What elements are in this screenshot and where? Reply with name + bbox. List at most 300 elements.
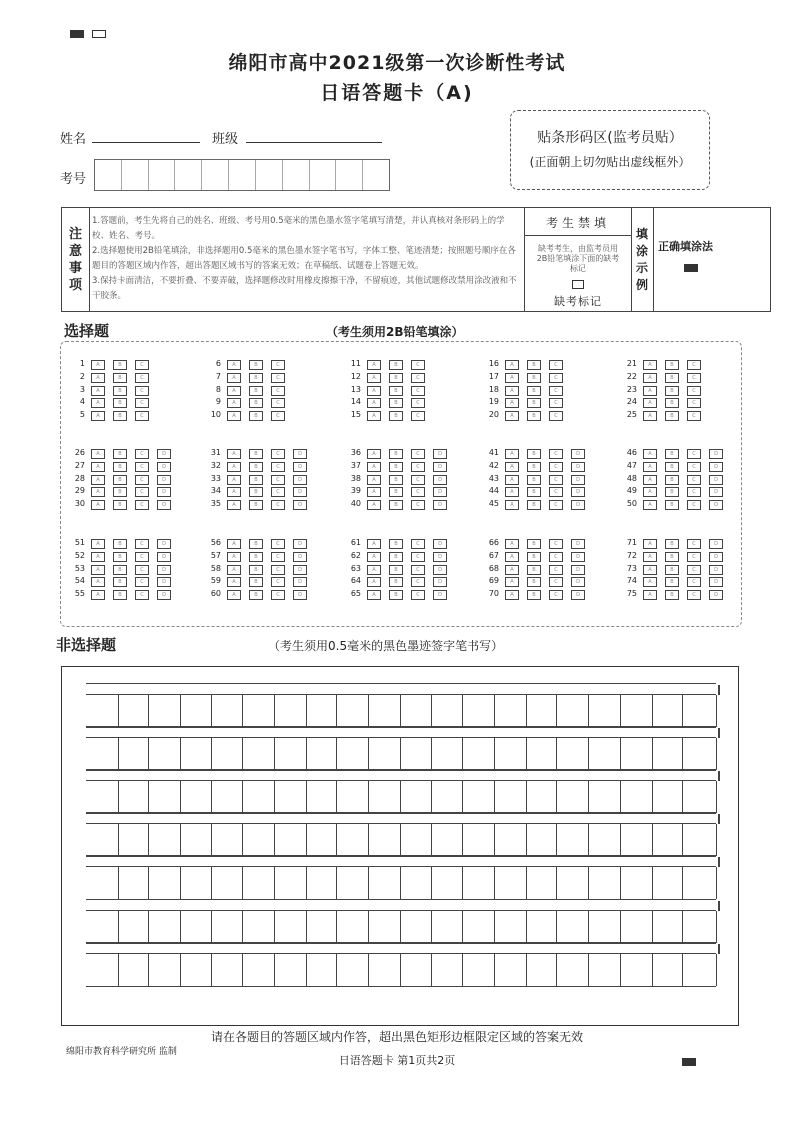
option-bubble-b[interactable]: B [389, 373, 403, 383]
option-bubble-b[interactable]: B [527, 411, 541, 421]
option-bubble-a[interactable]: A [367, 552, 381, 562]
writing-cell-divider [180, 738, 181, 770]
option-bubble-b[interactable]: B [249, 487, 263, 497]
option-bubble-d[interactable]: D [709, 539, 723, 549]
option-bubble-d[interactable]: D [433, 590, 447, 600]
option-bubble-b[interactable]: B [389, 411, 403, 421]
option-bubble-c[interactable]: C [135, 475, 149, 485]
option-bubble-c[interactable]: C [135, 386, 149, 396]
option-bubble-b[interactable]: B [527, 565, 541, 575]
option-bubble-a[interactable]: A [91, 552, 105, 562]
option-bubble-b[interactable]: B [665, 500, 679, 510]
option-bubble-b[interactable]: B [527, 462, 541, 472]
option-bubble-c[interactable]: C [549, 500, 563, 510]
option-bubble-b[interactable]: B [389, 449, 403, 459]
option-bubble-b[interactable]: B [113, 449, 127, 459]
option-bubble-a[interactable]: A [227, 565, 241, 575]
option-bubble-d[interactable]: D [293, 462, 307, 472]
option-bubble-c[interactable]: C [135, 590, 149, 600]
option-bubble-b[interactable]: B [249, 449, 263, 459]
option-bubble-a[interactable]: A [367, 487, 381, 497]
option-bubble-d[interactable]: D [571, 552, 585, 562]
option-bubble-b[interactable]: B [113, 590, 127, 600]
writing-cell-divider [716, 695, 717, 727]
writing-cell-divider [400, 911, 401, 943]
option-bubble-c[interactable]: C [687, 398, 701, 408]
writing-row[interactable] [86, 780, 716, 814]
option-bubble-c[interactable]: C [271, 590, 285, 600]
option-bubble-a[interactable]: A [643, 552, 657, 562]
option-bubble-a[interactable]: A [227, 552, 241, 562]
option-bubble-b[interactable]: B [113, 462, 127, 472]
option-bubble-c[interactable]: C [135, 411, 149, 421]
option-bubble-b[interactable]: B [249, 577, 263, 587]
option-bubble-a[interactable]: A [91, 475, 105, 485]
option-bubble-a[interactable]: A [505, 373, 519, 383]
option-bubble-d[interactable]: D [433, 449, 447, 459]
option-bubble-c[interactable]: C [411, 475, 425, 485]
option-bubble-a[interactable]: A [91, 398, 105, 408]
option-bubble-b[interactable]: B [113, 565, 127, 575]
option-bubble-b[interactable]: B [389, 360, 403, 370]
option-bubble-a[interactable]: A [367, 373, 381, 383]
option-bubble-b[interactable]: B [113, 398, 127, 408]
option-bubble-c[interactable]: C [687, 411, 701, 421]
option-bubble-c[interactable]: C [687, 539, 701, 549]
option-bubble-b[interactable]: B [665, 386, 679, 396]
option-bubble-b[interactable]: B [113, 360, 127, 370]
option-bubble-c[interactable]: C [411, 565, 425, 575]
option-bubble-a[interactable]: A [643, 360, 657, 370]
option-bubble-d[interactable]: D [293, 590, 307, 600]
option-bubble-a[interactable]: A [505, 475, 519, 485]
option-bubble-c[interactable]: C [549, 360, 563, 370]
writing-cell-divider [148, 695, 149, 727]
option-bubble-b[interactable]: B [527, 475, 541, 485]
option-bubble-a[interactable]: A [91, 577, 105, 587]
option-bubble-c[interactable]: C [135, 360, 149, 370]
option-bubble-d[interactable]: D [293, 500, 307, 510]
option-bubble-b[interactable]: B [665, 539, 679, 549]
option-bubble-d[interactable]: D [293, 577, 307, 587]
option-bubble-a[interactable]: A [227, 386, 241, 396]
option-bubble-c[interactable]: C [271, 565, 285, 575]
option-bubble-c[interactable]: C [271, 552, 285, 562]
option-bubble-a[interactable]: A [91, 590, 105, 600]
option-bubble-c[interactable]: C [411, 539, 425, 549]
option-bubble-a[interactable]: A [227, 539, 241, 549]
question-number: 23 [626, 384, 637, 394]
option-bubble-c[interactable]: C [687, 449, 701, 459]
option-bubble-c[interactable]: C [411, 360, 425, 370]
option-bubble-a[interactable]: A [643, 565, 657, 575]
option-bubble-b[interactable]: B [389, 487, 403, 497]
option-bubble-d[interactable]: D [433, 475, 447, 485]
option-bubble-c[interactable]: C [687, 475, 701, 485]
option-bubble-a[interactable]: A [91, 462, 105, 472]
option-bubble-b[interactable]: B [113, 386, 127, 396]
option-bubble-d[interactable]: D [571, 487, 585, 497]
option-bubble-b[interactable]: B [249, 411, 263, 421]
forbidden-zone [524, 208, 632, 311]
option-bubble-b[interactable]: B [389, 398, 403, 408]
option-bubble-b[interactable]: B [665, 373, 679, 383]
option-bubble-b[interactable]: B [249, 373, 263, 383]
option-bubble-b[interactable]: B [113, 577, 127, 587]
option-bubble-b[interactable]: B [113, 411, 127, 421]
option-bubble-d[interactable]: D [433, 577, 447, 587]
option-bubble-c[interactable]: C [411, 449, 425, 459]
option-bubble-c[interactable]: C [687, 373, 701, 383]
option-bubble-d[interactable]: D [433, 500, 447, 510]
option-bubble-b[interactable]: B [389, 565, 403, 575]
option-bubble-c[interactable]: C [411, 398, 425, 408]
option-bubble-c[interactable]: C [687, 500, 701, 510]
option-bubble-b[interactable]: B [527, 373, 541, 383]
option-bubble-b[interactable]: B [113, 487, 127, 497]
option-bubble-a[interactable]: A [643, 539, 657, 549]
option-bubble-d[interactable]: D [571, 500, 585, 510]
option-bubble-a[interactable]: A [643, 590, 657, 600]
option-bubble-d[interactable]: D [157, 577, 171, 587]
option-bubble-c[interactable]: C [135, 462, 149, 472]
option-bubble-a[interactable]: A [643, 449, 657, 459]
option-bubble-c[interactable]: C [135, 500, 149, 510]
option-bubble-a[interactable]: A [643, 577, 657, 587]
option-bubble-c[interactable]: C [271, 373, 285, 383]
option-bubble-c[interactable]: C [549, 552, 563, 562]
question-number: 69 [488, 576, 499, 586]
option-bubble-b[interactable]: B [665, 552, 679, 562]
option-bubble-a[interactable]: A [367, 449, 381, 459]
option-bubble-a[interactable]: A [643, 487, 657, 497]
option-bubble-d[interactable]: D [433, 487, 447, 497]
option-bubble-a[interactable]: A [367, 539, 381, 549]
option-bubble-a[interactable]: A [505, 565, 519, 575]
option-bubble-d[interactable]: D [571, 577, 585, 587]
option-bubble-c[interactable]: C [549, 590, 563, 600]
option-bubble-c[interactable]: C [687, 565, 701, 575]
writing-row[interactable] [86, 737, 716, 771]
option-bubble-d[interactable]: D [293, 449, 307, 459]
option-bubble-c[interactable]: C [411, 373, 425, 383]
writing-area[interactable] [61, 666, 739, 1026]
option-bubble-c[interactable]: C [549, 411, 563, 421]
option-bubble-c[interactable]: C [271, 475, 285, 485]
option-bubble-b[interactable]: B [249, 539, 263, 549]
option-bubble-c[interactable]: C [271, 398, 285, 408]
option-bubble-a[interactable]: A [227, 487, 241, 497]
option-bubble-a[interactable]: A [227, 462, 241, 472]
option-bubble-c[interactable]: C [271, 360, 285, 370]
option-bubble-b[interactable]: B [527, 500, 541, 510]
option-bubble-a[interactable]: A [91, 360, 105, 370]
option-bubble-b[interactable]: B [249, 590, 263, 600]
option-bubble-a[interactable]: A [505, 500, 519, 510]
option-bubble-c[interactable]: C [271, 577, 285, 587]
option-bubble-a[interactable]: A [505, 552, 519, 562]
option-bubble-a[interactable]: A [643, 373, 657, 383]
option-bubble-d[interactable]: D [571, 462, 585, 472]
option-bubble-a[interactable]: A [643, 398, 657, 408]
option-bubble-c[interactable]: C [271, 411, 285, 421]
writing-cell-divider [336, 695, 337, 727]
option-bubble-a[interactable]: A [643, 411, 657, 421]
option-bubble-a[interactable]: A [367, 386, 381, 396]
option-bubble-c[interactable]: C [411, 500, 425, 510]
option-bubble-c[interactable]: C [687, 386, 701, 396]
option-bubble-d[interactable]: D [157, 449, 171, 459]
option-bubble-b[interactable]: B [389, 577, 403, 587]
option-bubble-b[interactable]: B [249, 552, 263, 562]
option-bubble-b[interactable]: B [249, 475, 263, 485]
option-bubble-a[interactable]: A [227, 475, 241, 485]
option-bubble-d[interactable]: D [293, 552, 307, 562]
option-bubble-b[interactable]: B [527, 398, 541, 408]
option-bubble-c[interactable]: C [549, 475, 563, 485]
option-bubble-c[interactable]: C [549, 449, 563, 459]
option-bubble-d[interactable]: D [157, 565, 171, 575]
option-bubble-a[interactable]: A [643, 462, 657, 472]
option-bubble-c[interactable]: C [135, 577, 149, 587]
option-bubble-c[interactable]: C [271, 462, 285, 472]
option-bubble-d[interactable]: D [157, 500, 171, 510]
option-bubble-d[interactable]: D [157, 462, 171, 472]
option-bubble-c[interactable]: C [411, 487, 425, 497]
option-bubble-d[interactable]: D [293, 475, 307, 485]
option-bubble-b[interactable]: B [249, 500, 263, 510]
option-bubble-a[interactable]: A [367, 565, 381, 575]
writing-row[interactable] [86, 823, 716, 857]
absent-mark-box[interactable] [572, 280, 584, 289]
option-bubble-a[interactable]: A [643, 386, 657, 396]
option-bubble-a[interactable]: A [505, 590, 519, 600]
option-bubble-b[interactable]: B [249, 398, 263, 408]
name-field[interactable] [92, 142, 200, 143]
option-bubble-c[interactable]: C [549, 462, 563, 472]
option-bubble-c[interactable]: C [549, 565, 563, 575]
option-bubble-a[interactable]: A [367, 411, 381, 421]
option-bubble-c[interactable]: C [687, 590, 701, 600]
option-bubble-c[interactable]: C [135, 373, 149, 383]
option-bubble-b[interactable]: B [389, 462, 403, 472]
option-bubble-b[interactable]: B [527, 386, 541, 396]
option-bubble-d[interactable]: D [293, 539, 307, 549]
class-field[interactable] [246, 142, 382, 143]
option-bubble-a[interactable]: A [227, 577, 241, 587]
option-bubble-a[interactable]: A [367, 398, 381, 408]
option-bubble-d[interactable]: D [157, 539, 171, 549]
option-bubble-c[interactable]: C [411, 386, 425, 396]
option-bubble-d[interactable]: D [709, 500, 723, 510]
option-bubble-b[interactable]: B [527, 487, 541, 497]
option-bubble-c[interactable]: C [687, 360, 701, 370]
option-bubble-a[interactable]: A [367, 577, 381, 587]
option-bubble-d[interactable]: D [433, 539, 447, 549]
option-bubble-a[interactable]: A [367, 500, 381, 510]
option-bubble-a[interactable]: A [505, 539, 519, 549]
option-bubble-b[interactable]: B [113, 373, 127, 383]
option-bubble-d[interactable]: D [157, 475, 171, 485]
option-bubble-a[interactable]: A [227, 360, 241, 370]
option-bubble-d[interactable]: D [709, 475, 723, 485]
option-bubble-a[interactable]: A [227, 373, 241, 383]
option-bubble-d[interactable]: D [709, 565, 723, 575]
option-bubble-c[interactable]: C [411, 552, 425, 562]
option-bubble-b[interactable]: B [249, 462, 263, 472]
option-bubble-a[interactable]: A [227, 590, 241, 600]
option-bubble-c[interactable]: C [687, 487, 701, 497]
option-bubble-d[interactable]: D [709, 577, 723, 587]
option-bubble-c[interactable]: C [549, 577, 563, 587]
option-bubble-c[interactable]: C [271, 449, 285, 459]
option-bubble-b[interactable]: B [113, 475, 127, 485]
option-bubble-b[interactable]: B [527, 360, 541, 370]
option-bubble-b[interactable]: B [665, 449, 679, 459]
question-number: 67 [488, 550, 499, 560]
option-bubble-b[interactable]: B [113, 552, 127, 562]
option-bubble-d[interactable]: D [709, 590, 723, 600]
option-bubble-a[interactable]: A [505, 462, 519, 472]
option-bubble-a[interactable]: A [227, 449, 241, 459]
option-bubble-d[interactable]: D [157, 487, 171, 497]
option-bubble-b[interactable]: B [527, 577, 541, 587]
option-bubble-b[interactable]: B [665, 565, 679, 575]
option-bubble-d[interactable]: D [157, 590, 171, 600]
option-bubble-b[interactable]: B [113, 539, 127, 549]
option-bubble-c[interactable]: C [271, 539, 285, 549]
option-bubble-b[interactable]: B [249, 565, 263, 575]
option-bubble-b[interactable]: B [665, 590, 679, 600]
option-bubble-b[interactable]: B [527, 539, 541, 549]
option-bubble-c[interactable]: C [411, 411, 425, 421]
writing-row[interactable] [86, 953, 716, 987]
option-bubble-b[interactable]: B [665, 487, 679, 497]
option-bubble-b[interactable]: B [665, 411, 679, 421]
option-bubble-d[interactable]: D [433, 565, 447, 575]
option-bubble-d[interactable]: D [293, 565, 307, 575]
option-bubble-a[interactable]: A [367, 462, 381, 472]
option-bubble-a[interactable]: A [505, 386, 519, 396]
option-bubble-a[interactable]: A [227, 398, 241, 408]
option-bubble-c[interactable]: C [549, 487, 563, 497]
option-bubble-b[interactable]: B [389, 590, 403, 600]
option-bubble-a[interactable]: A [91, 565, 105, 575]
option-bubble-c[interactable]: C [135, 398, 149, 408]
option-bubble-c[interactable]: C [411, 577, 425, 587]
option-bubble-c[interactable]: C [271, 487, 285, 497]
option-bubble-a[interactable]: A [367, 590, 381, 600]
option-bubble-c[interactable]: C [135, 487, 149, 497]
guide-line [86, 855, 716, 856]
option-bubble-a[interactable]: A [505, 449, 519, 459]
option-bubble-c[interactable]: C [549, 386, 563, 396]
option-bubble-d[interactable]: D [571, 590, 585, 600]
option-bubble-b[interactable]: B [527, 590, 541, 600]
option-bubble-a[interactable]: A [91, 539, 105, 549]
option-bubble-c[interactable]: C [549, 539, 563, 549]
option-bubble-a[interactable]: A [91, 411, 105, 421]
writing-row[interactable] [86, 694, 716, 728]
option-bubble-b[interactable]: B [527, 552, 541, 562]
option-bubble-a[interactable]: A [505, 577, 519, 587]
option-bubble-b[interactable]: B [527, 449, 541, 459]
option-bubble-a[interactable]: A [91, 449, 105, 459]
option-bubble-a[interactable]: A [227, 500, 241, 510]
option-bubble-c[interactable]: C [135, 552, 149, 562]
option-bubble-c[interactable]: C [411, 462, 425, 472]
option-bubble-c[interactable]: C [135, 565, 149, 575]
question-number: 16 [488, 359, 499, 368]
option-bubble-b[interactable]: B [249, 360, 263, 370]
option-bubble-b[interactable]: B [389, 386, 403, 396]
writing-cell-divider [682, 738, 683, 770]
option-bubble-c[interactable]: C [549, 398, 563, 408]
option-bubble-d[interactable]: D [571, 449, 585, 459]
option-bubble-d[interactable]: D [709, 487, 723, 497]
option-bubble-b[interactable]: B [389, 539, 403, 549]
option-bubble-d[interactable]: D [571, 539, 585, 549]
option-bubble-a[interactable]: A [367, 475, 381, 485]
option-bubble-d[interactable]: D [433, 462, 447, 472]
option-bubble-a[interactable]: A [91, 487, 105, 497]
option-bubble-a[interactable]: A [643, 500, 657, 510]
option-bubble-c[interactable]: C [687, 462, 701, 472]
option-bubble-b[interactable]: B [665, 462, 679, 472]
option-bubble-d[interactable]: D [709, 552, 723, 562]
option-bubble-c[interactable]: C [135, 449, 149, 459]
option-bubble-a[interactable]: A [367, 360, 381, 370]
option-bubble-c[interactable]: C [549, 373, 563, 383]
option-bubble-d[interactable]: D [709, 462, 723, 472]
question-number: 72 [626, 550, 637, 560]
writing-row[interactable] [86, 910, 716, 944]
option-bubble-d[interactable]: D [709, 449, 723, 459]
option-bubble-b[interactable]: B [665, 398, 679, 408]
option-bubble-a[interactable]: A [91, 500, 105, 510]
option-bubble-d[interactable]: D [157, 552, 171, 562]
option-bubble-a[interactable]: A [643, 475, 657, 485]
option-bubble-b[interactable]: B [249, 386, 263, 396]
writing-row[interactable] [86, 866, 716, 900]
option-bubble-a[interactable]: A [505, 360, 519, 370]
option-bubble-a[interactable]: A [91, 373, 105, 383]
option-bubble-b[interactable]: B [665, 577, 679, 587]
option-bubble-b[interactable]: B [389, 552, 403, 562]
option-bubble-b[interactable]: B [665, 475, 679, 485]
option-bubble-b[interactable]: B [389, 475, 403, 485]
option-bubble-b[interactable]: B [665, 360, 679, 370]
option-bubble-a[interactable]: A [91, 386, 105, 396]
option-bubble-b[interactable]: B [389, 500, 403, 510]
option-bubble-c[interactable]: C [271, 500, 285, 510]
option-bubble-c[interactable]: C [687, 552, 701, 562]
option-bubble-d[interactable]: D [571, 565, 585, 575]
option-bubble-d[interactable]: D [571, 475, 585, 485]
option-bubble-b[interactable]: B [113, 500, 127, 510]
option-bubble-a[interactable]: A [505, 411, 519, 421]
option-bubble-d[interactable]: D [293, 487, 307, 497]
option-bubble-a[interactable]: A [227, 411, 241, 421]
option-bubble-a[interactable]: A [505, 487, 519, 497]
option-bubble-c[interactable]: C [687, 577, 701, 587]
option-bubble-a[interactable]: A [505, 398, 519, 408]
option-bubble-c[interactable]: C [135, 539, 149, 549]
option-bubble-c[interactable]: C [411, 590, 425, 600]
option-bubble-c[interactable]: C [271, 386, 285, 396]
exam-number-field[interactable] [94, 159, 390, 191]
option-bubble-d[interactable]: D [433, 552, 447, 562]
